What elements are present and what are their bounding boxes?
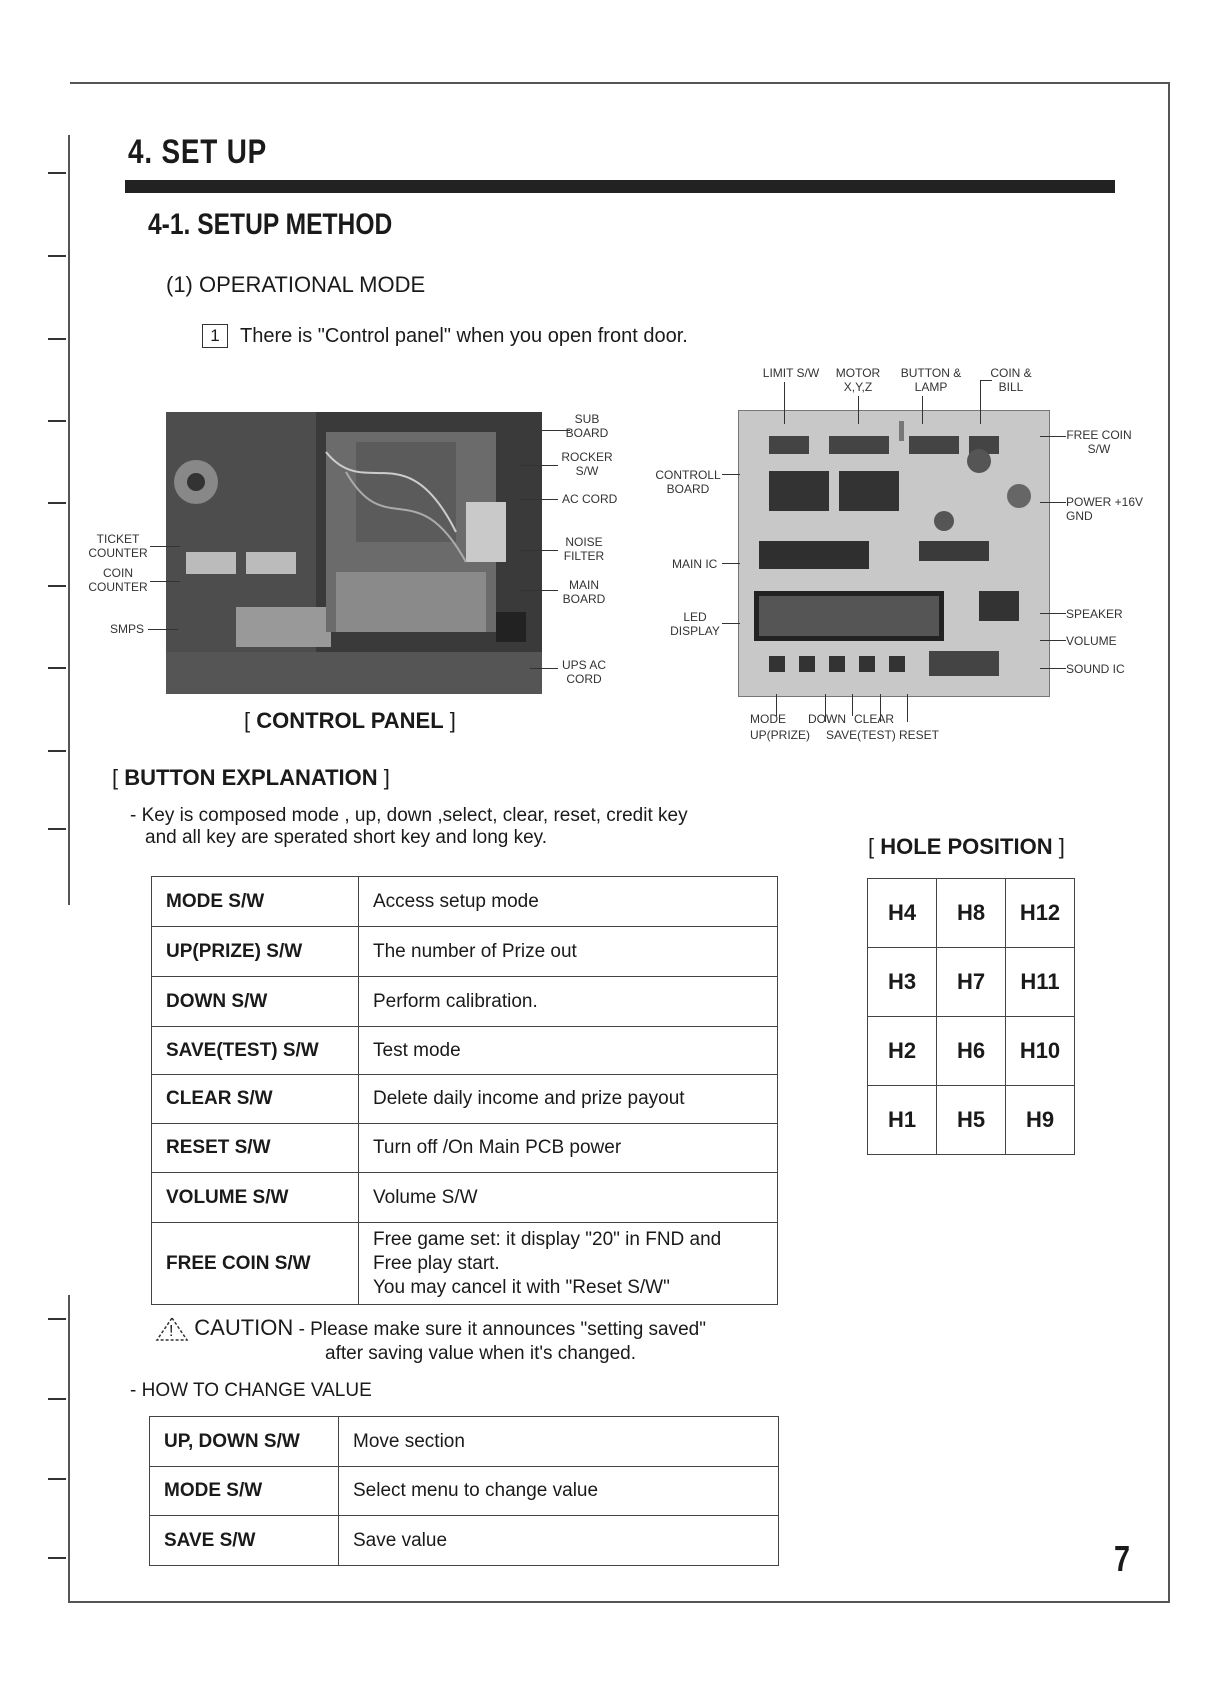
button-table	[151, 876, 778, 1305]
page-frame-bottom	[68, 1601, 1170, 1603]
table-value	[359, 1223, 778, 1305]
free-coin-line: You may cancel it with "Reset S/W"	[373, 1276, 670, 1298]
caption-bracket: [	[244, 708, 251, 733]
table-row	[152, 1223, 778, 1305]
leader-line	[922, 396, 923, 424]
binder-tick	[48, 255, 66, 257]
label-led-display: LED DISPLAY	[670, 610, 720, 638]
warning-symbol: !	[169, 1323, 174, 1340]
leader-line	[520, 590, 558, 591]
label-clear: CLEAR	[854, 712, 895, 726]
binder-tick	[48, 1398, 66, 1400]
page-number: 7	[1114, 1538, 1131, 1579]
title-bracket: [	[868, 834, 875, 859]
title-bracket: ]	[1058, 834, 1065, 859]
button-explanation-desc	[130, 805, 688, 849]
binder-tick	[48, 1318, 66, 1320]
leader-line	[520, 550, 558, 551]
table-key: UP, DOWN S/W	[150, 1417, 339, 1467]
hole-position-title	[868, 834, 1065, 860]
label-speaker: SPEAKER	[1066, 607, 1123, 621]
label-coin-bill: COIN & BILL	[990, 366, 1032, 394]
label-mode: MODE	[750, 712, 786, 726]
control-board-photo-drawing	[739, 411, 1049, 696]
label-free-coin-sw: FREE COIN S/W	[1066, 428, 1132, 456]
table-value: Test mode	[359, 1027, 778, 1075]
label-reset: RESET	[899, 728, 940, 742]
leader-line	[980, 380, 981, 424]
label-ups-ac-cord: UPS AC CORD	[561, 658, 606, 686]
label-controll-board: CONTROLL BOARD	[655, 468, 721, 496]
leader-line	[520, 465, 558, 466]
leader-line	[784, 382, 785, 424]
desc-line: and all key are sperated short key and long key.	[145, 827, 548, 848]
page-frame-left	[68, 135, 70, 905]
label-coin-counter: COIN COUNTER	[88, 566, 148, 594]
table-key: SAVE S/W	[150, 1516, 339, 1566]
label-smps: SMPS	[110, 622, 145, 636]
hole-cell: H2	[868, 1017, 937, 1086]
control-panel-photo-drawing	[166, 412, 542, 694]
leader-line	[150, 581, 180, 582]
page-frame-top	[70, 82, 1170, 84]
label-main-board: MAIN BOARD	[562, 578, 606, 606]
binder-tick	[48, 828, 66, 830]
binder-tick	[48, 338, 66, 340]
binder-tick	[48, 667, 66, 669]
step-number: 1	[202, 324, 228, 348]
table-row	[152, 877, 778, 927]
label-button-lamp: BUTTON & LAMP	[900, 366, 962, 394]
table-row	[152, 977, 778, 1027]
table-key: FREE COIN S/W	[152, 1223, 359, 1305]
how-to-title: - HOW TO CHANGE VALUE	[130, 1380, 372, 1401]
control-panel-caption	[244, 708, 456, 734]
binder-tick	[48, 1557, 66, 1559]
caution-label: CAUTION	[194, 1315, 294, 1340]
table-row	[152, 927, 778, 977]
warning-icon	[155, 1316, 189, 1342]
section-title: 4-1. SETUP METHOD	[148, 208, 393, 241]
table-value: Access setup mode	[359, 877, 778, 927]
binder-tick	[48, 1478, 66, 1480]
free-coin-line: Free game set: it display "20" in FND and	[373, 1228, 722, 1250]
grid-row	[868, 879, 1075, 948]
hole-cell: H3	[868, 948, 937, 1017]
leader-line	[722, 474, 740, 475]
table-value: Volume S/W	[359, 1173, 778, 1223]
binder-tick	[48, 750, 66, 752]
table-value: Move section	[339, 1417, 779, 1467]
table-key: CLEAR S/W	[152, 1075, 359, 1124]
table-row	[152, 1075, 778, 1124]
binder-tick	[48, 420, 66, 422]
table-key: VOLUME S/W	[152, 1173, 359, 1223]
table-value: The number of Prize out	[359, 927, 778, 977]
hole-cell: H11	[1006, 948, 1075, 1017]
leader-line	[858, 396, 859, 424]
title-bracket: ]	[383, 765, 390, 790]
hole-cell: H10	[1006, 1017, 1075, 1086]
label-motor: MOTOR X,Y,Z	[835, 366, 881, 394]
leader-line	[530, 668, 558, 669]
table-key: MODE S/W	[150, 1467, 339, 1516]
table-value: Select menu to change value	[339, 1467, 779, 1516]
leader-line	[907, 694, 908, 722]
title-text: BUTTON EXPLANATION	[124, 765, 378, 790]
table-row	[152, 1124, 778, 1173]
table-row	[150, 1516, 779, 1566]
hole-cell: H4	[868, 879, 937, 948]
leader-line	[148, 629, 178, 630]
caution-line: - Please make sure it announces "setting saved"	[298, 1319, 706, 1340]
hole-cell: H6	[937, 1017, 1006, 1086]
table-value: Delete daily income and prize payout	[359, 1075, 778, 1124]
subsection-title: (1) OPERATIONAL MODE	[166, 272, 426, 297]
table-row	[152, 1027, 778, 1075]
table-value: Turn off /On Main PCB power	[359, 1124, 778, 1173]
hole-position-grid	[867, 878, 1075, 1155]
leader-line	[1040, 668, 1066, 669]
hole-cell: H12	[1006, 879, 1075, 948]
grid-row	[868, 1086, 1075, 1155]
label-main-ic: MAIN IC	[672, 557, 718, 571]
caution-line: after saving value when it's changed.	[325, 1343, 636, 1364]
how-to-table	[149, 1416, 779, 1566]
page-frame-right	[1168, 82, 1170, 1602]
title-bracket: [	[112, 765, 119, 790]
leader-line	[1040, 436, 1066, 437]
table-key: MODE S/W	[152, 877, 359, 927]
hole-cell: H9	[1006, 1086, 1075, 1155]
caption-bracket: ]	[449, 708, 456, 733]
leader-line	[1040, 640, 1066, 641]
label-volume: VOLUME	[1066, 634, 1117, 648]
leader-line	[150, 546, 180, 547]
hole-cell: H5	[937, 1086, 1006, 1155]
table-value: Perform calibration.	[359, 977, 778, 1027]
control-panel-photo	[166, 412, 542, 694]
table-row	[150, 1467, 779, 1516]
hole-cell: H1	[868, 1086, 937, 1155]
desc-line: - Key is composed mode , up, down ,select, clear, reset, credit key	[130, 805, 688, 826]
leader-line	[980, 380, 992, 381]
binder-tick	[48, 172, 66, 174]
leader-line	[520, 499, 558, 500]
leader-line	[1040, 613, 1066, 614]
table-row	[150, 1417, 779, 1467]
label-rocker-sw: ROCKER S/W	[561, 450, 613, 478]
table-key: UP(PRIZE) S/W	[152, 927, 359, 977]
table-value: Save value	[339, 1516, 779, 1566]
hole-cell: H7	[937, 948, 1006, 1017]
table-row	[152, 1173, 778, 1223]
table-key: RESET S/W	[152, 1124, 359, 1173]
title-text: HOLE POSITION	[880, 834, 1053, 859]
table-key: SAVE(TEST) S/W	[152, 1027, 359, 1075]
page-title: 4. SET UP	[128, 133, 268, 171]
button-explanation-title	[112, 765, 390, 791]
label-save-test: SAVE(TEST)	[826, 728, 896, 742]
label-power: POWER +16V GND	[1066, 495, 1144, 523]
label-up-prize: UP(PRIZE)	[750, 728, 810, 742]
page-frame-left-lower	[68, 1295, 70, 1601]
caution-note	[155, 1316, 706, 1366]
leader-line	[852, 694, 853, 716]
free-coin-line: Free play start.	[373, 1252, 500, 1274]
label-noise-filter: NOISE FILTER	[563, 535, 605, 563]
caption-text: CONTROL PANEL	[256, 708, 444, 733]
binder-tick	[48, 502, 66, 504]
leader-line	[722, 623, 740, 624]
label-sound-ic: SOUND IC	[1066, 662, 1125, 676]
leader-line	[722, 563, 740, 564]
leader-line	[1040, 502, 1066, 503]
table-key: DOWN S/W	[152, 977, 359, 1027]
control-board-photo	[738, 410, 1050, 697]
label-ticket-counter: TICKET COUNTER	[88, 532, 148, 560]
label-limit-sw: LIMIT S/W	[762, 366, 820, 380]
binder-tick	[48, 585, 66, 587]
grid-row	[868, 948, 1075, 1017]
hole-cell: H8	[937, 879, 1006, 948]
label-down: DOWN	[808, 712, 846, 726]
intro-text: There is "Control panel" when you open front door.	[240, 325, 688, 347]
grid-row	[868, 1017, 1075, 1086]
title-rule	[125, 180, 1115, 193]
label-sub-board: SUB BOARD	[565, 412, 609, 440]
label-ac-cord: AC CORD	[562, 492, 618, 506]
